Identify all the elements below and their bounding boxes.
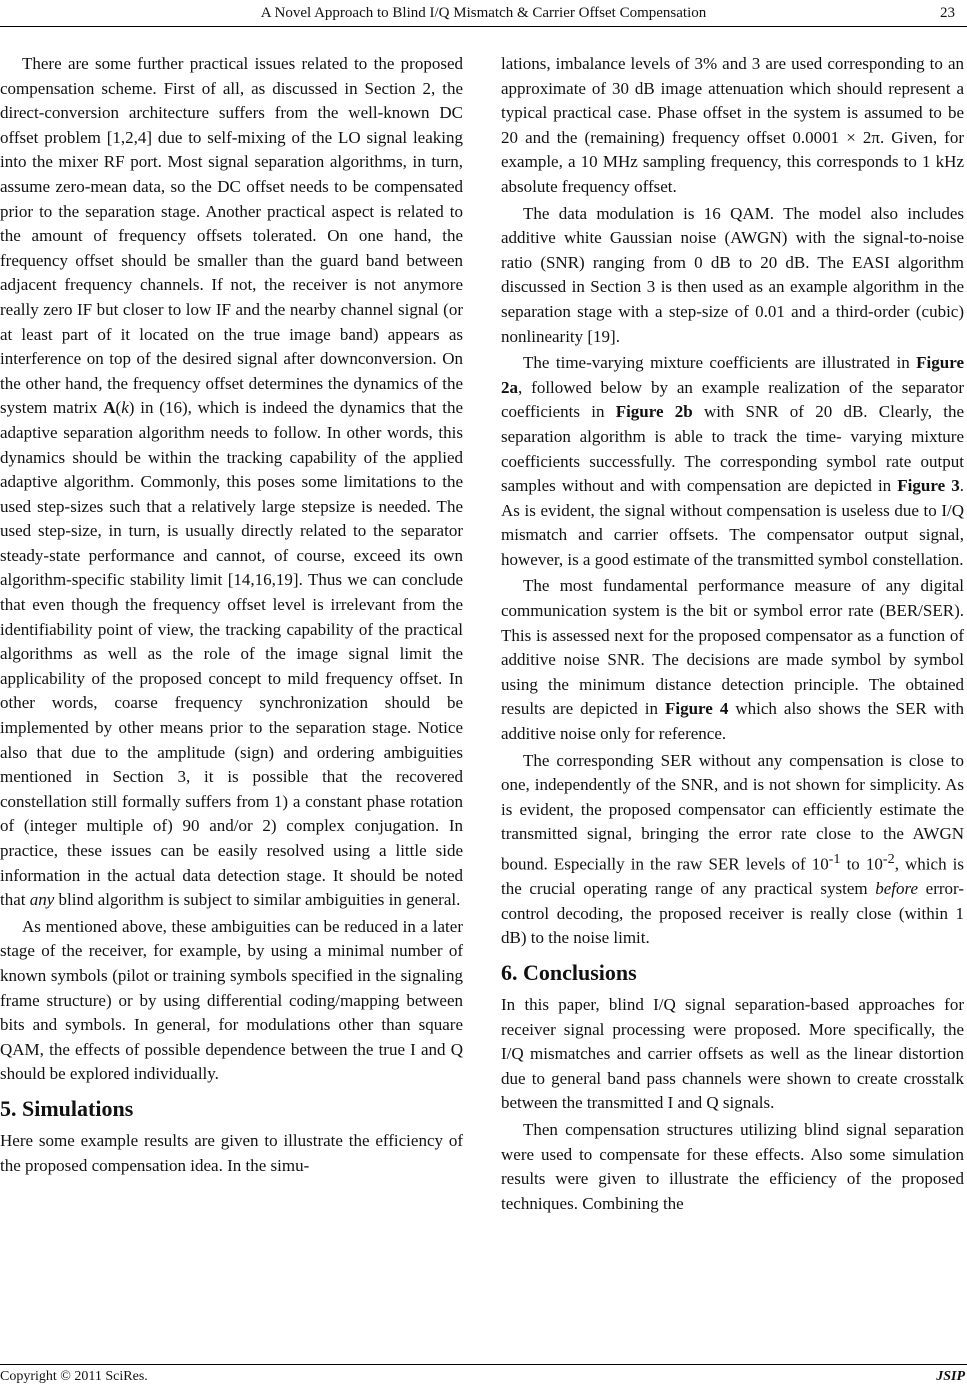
page-number: 23 <box>940 5 955 21</box>
paragraph: The most fundamental performance measure of any digital communication system is the bit or symbol error rate (BER/SER). This is assessed next for the proposed compensator as a function of additive noise SNR. The decisions are made symbol by symbol using the minimum distance detection principle. The obtained results are depicted in Figure 4 which also shows the SER with additive noise only for reference. <box>501 576 964 744</box>
right-column <box>501 52 964 1216</box>
footer-rule <box>0 1364 967 1365</box>
paragraph: The corresponding SER without any compensation is close to one, independently of the SNR, and is not shown for simplicity. As is evident, the proposed compensator can efficiently estimate the transmitted signal, bringing the error rate close to the AWGN bound. Especially in the raw SER levels of $10^{-1}$ to $10^{-2}$, which is the crucial operating range of any practical system before error-control decoding, the proposed receiver is really close (within 1 dB) to the noise limit. <box>501 750 964 948</box>
left-column <box>0 52 463 1178</box>
paragraph: The time-varying mixture coefficients are illustrated in Figure 2a, followed below by an example realization of the separator coefficients in Figure 2b with SNR of 20 dB. Clearly, the separation algorithm is able to track the time- varying mixture coefficients successfully. The corresponding symbol rate output samples without and with compensation are depicted in Figure 3. As is evident, the signal without compensation is useless due to I/Q mismatch and carrier offsets. The compensator output signal, however, is a good estimate of the transmitted symbol constellation. <box>501 353 964 569</box>
running-title: A Novel Approach to Blind I/Q Mismatch & Carrier Offset Compensation <box>260 5 707 21</box>
figure-ref: Figure 2a <box>501 353 964 397</box>
figure-ref: Figure 4 <box>664 699 729 719</box>
paragraph: In this paper, blind I/Q signal separation-based approaches for receiver signal processing were proposed. More specifically, the I/Q mismatches and carrier offsets as well as the linear distortion due to general band pass channels were shown to create crosstalk between the transmitted I and Q signals. <box>501 995 964 1113</box>
paragraph: lations, imbalance levels of 3% and 3 are used corresponding to an approximate of 30 dB image attenuation which should represent a typical practical case. Phase offset in the system is assumed to be 20 and the (remaining) frequency offset 0.0001 × 2π. Given, for example, a 10 MHz sampling frequency, this corresponds to 1 kHz absolute frequency offset. <box>501 54 964 196</box>
figure-ref: Figure 3 <box>897 476 960 496</box>
section-heading-simulations: 5. Simulations <box>0 1095 134 1121</box>
paragraph: The data modulation is 16 QAM. The model also includes additive white Gaussian noise (AWGN) with the signal-to-noise ratio (SNR) ranging from 0 dB to 20 dB. The EASI algorithm discussed in Section 3 is then used as an example algorithm in the separation stage with a step-size of 0.01 and a third-order (cubic) nonlinearity [19]. <box>501 203 964 346</box>
page-header <box>0 0 967 22</box>
page-footer <box>0 1368 967 1386</box>
paragraph: There are some further practical issues related to the proposed compensation scheme. First of all, as discussed in Section 2, the direct-conversion architecture suffers from the well-known DC offset problem [1,2,4] due to self-mixing of the LO signal leaking into the mixer RF port. Most signal separation algorithms, in turn, assume zero-mean data, so the DC offset needs to be compensated prior to the separation stage. Another practical aspect is related to the amount of frequency offsets tolerated. On one hand, the frequency offset should be smaller than the guard band between adjacent frequency channels. If not, the receiver is not anymore really zero IF but closer to low IF and the nearby channel signal (or at least part of it located on the true image band) appears as interference on top of the desired signal after downconversion. On the other hand, the frequency offset determines the dynamics of the system matrix A(k) in (16), which is indeed the dynamics that the adaptive separation algorithm needs to follow. In other words, this dynamics should be within the tracking capability of the applied adaptive algorithm. Commonly, this poses some limitations to the used step-sizes such that a relatively large stepsize is needed. The used step-size, in turn, is usually directly related to the separator steady-state performance and cannot, of course, exceed its own algorithm-specific stability limit [14,16,19]. Thus we can conclude that even though the frequency offset level is irrelevant from the identifiability point of view, the tracking capability of the practical algorithms as well as the role of the image signal limit the applicability of the proposed concept to mild frequency offset. In other words, coarse frequency synchronization should be implemented by other means prior to the separation stage. Notice also that due to the amplitude (sign) and ordering ambiguities mentioned in Section 3, it is possible that the recovered constellation still formally suffers from 1) a constant phase rotation of (integer multiple of) 90 and/or 2) complex conjugation. In practice, these issues can be easily resolved using a little side information in the actual data detection stage. It should be noted that any blind algorithm is subject to similar ambiguities in general. <box>0 54 463 910</box>
paragraph: Then compensation structures utilizing blind signal separation were used to compensate for these effects. Also some simulation results were given to illustrate the efficiency of the proposed techniques. Combining the <box>501 1120 964 1213</box>
paragraph: As mentioned above, these ambiguities can be reduced in a later stage of the receiver, for example, by using a minimal number of known symbols (pilot or training symbols specified in the signaling frame structure) or by using differential coding/mapping between bits and symbols. In general, for modulations other than square QAM, the effects of possible dependence between the true I and Q should be explored individually. <box>0 916 463 1084</box>
journal-name: JSIP <box>936 1369 965 1384</box>
copyright-notice: Copyright © 2011 SciRes. <box>0 1369 148 1384</box>
paragraph: Here some example results are given to illustrate the efficiency of the proposed compensation idea. In the simu- <box>0 1130 463 1175</box>
header-rule <box>0 26 967 27</box>
section-heading-conclusions: 6. Conclusions <box>501 960 637 986</box>
figure-ref: Figure 2b <box>615 402 693 422</box>
